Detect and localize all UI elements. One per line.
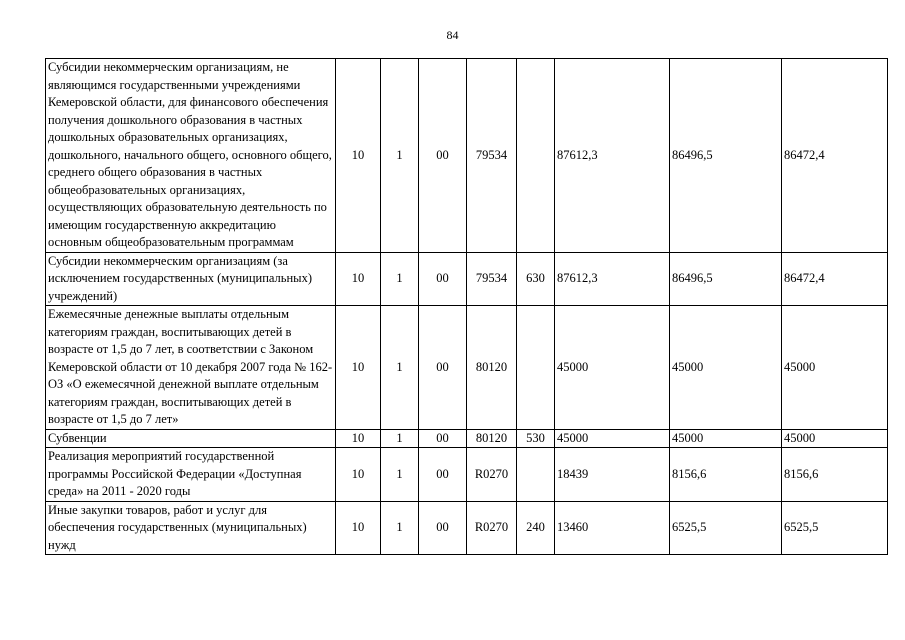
row-year1: 45000 [555, 306, 670, 430]
row-year3: 86472,4 [782, 252, 888, 306]
row-program: 00 [419, 59, 467, 253]
budget-table [45, 58, 888, 555]
row-year2: 8156,6 [670, 448, 782, 502]
row-year2: 86496,5 [670, 59, 782, 253]
row-subsection: 1 [381, 252, 419, 306]
row-name: Субсидии некоммерческим организациям, не являющимся государственными учреждениями Кемеровской области, для финансового обеспечения получения дошкольного образования в частных дошкольных образовательных организациях, дошкольного, начального общего, основного общего, среднего общего образования в частных общеобразовательных организациях, осуществляющих образовательную деятельность по имеющим государственную аккредитацию основным общеобразовательным программам [46, 59, 336, 253]
row-item: R0270 [467, 448, 517, 502]
row-expense-type [517, 448, 555, 502]
row-program: 00 [419, 448, 467, 502]
page-number: 84 [446, 28, 459, 42]
row-name: Субвенции [46, 429, 336, 448]
row-item: 80120 [467, 429, 517, 448]
row-year1: 87612,3 [555, 59, 670, 253]
row-name: Реализация мероприятий государственной программы Российской Федерации «Доступная среда» на 2011 - 2020 годы [46, 448, 336, 502]
row-program: 00 [419, 252, 467, 306]
row-year1: 87612,3 [555, 252, 670, 306]
row-item: R0270 [467, 501, 517, 555]
row-item: 80120 [467, 306, 517, 430]
row-subsection: 1 [381, 448, 419, 502]
row-program: 00 [419, 501, 467, 555]
row-name: Ежемесячные денежные выплаты отдельным категориям граждан, воспитывающих детей в возрасте от 1,5 до 7 лет, в соответствии с Законом Кемеровской области от 10 декабря 2007 года № 162-ОЗ «О ежемесячной денежной выплате отдельным категориям граждан, воспитывающих детей в возрасте от 1,5 до 7 лет» [46, 306, 336, 430]
row-section: 10 [336, 448, 381, 502]
row-program: 00 [419, 306, 467, 430]
row-section: 10 [336, 306, 381, 430]
row-section: 10 [336, 59, 381, 253]
row-section: 10 [336, 429, 381, 448]
row-section: 10 [336, 252, 381, 306]
table-row [46, 448, 888, 502]
row-item: 79534 [467, 59, 517, 253]
table-row [46, 252, 888, 306]
row-year3: 6525,5 [782, 501, 888, 555]
row-expense-type: 530 [517, 429, 555, 448]
row-subsection: 1 [381, 306, 419, 430]
row-year3: 45000 [782, 306, 888, 430]
row-year3: 8156,6 [782, 448, 888, 502]
row-name: Субсидии некоммерческим организациям (за исключением государственных (муниципальных) учреждений) [46, 252, 336, 306]
row-item: 79534 [467, 252, 517, 306]
row-subsection: 1 [381, 501, 419, 555]
table-row [46, 306, 888, 430]
row-year2: 45000 [670, 429, 782, 448]
row-year2: 45000 [670, 306, 782, 430]
row-expense-type [517, 59, 555, 253]
table-row [46, 501, 888, 555]
row-subsection: 1 [381, 59, 419, 253]
table-row [46, 429, 888, 448]
row-subsection: 1 [381, 429, 419, 448]
row-name: Иные закупки товаров, работ и услуг для обеспечения государственных (муниципальных) нужд [46, 501, 336, 555]
row-year2: 86496,5 [670, 252, 782, 306]
row-year3: 86472,4 [782, 59, 888, 253]
row-year2: 6525,5 [670, 501, 782, 555]
row-year1: 13460 [555, 501, 670, 555]
row-expense-type: 630 [517, 252, 555, 306]
row-year1: 18439 [555, 448, 670, 502]
row-expense-type: 240 [517, 501, 555, 555]
row-section: 10 [336, 501, 381, 555]
row-program: 00 [419, 429, 467, 448]
row-year3: 45000 [782, 429, 888, 448]
row-year1: 45000 [555, 429, 670, 448]
table-row [46, 59, 888, 253]
row-expense-type [517, 306, 555, 430]
